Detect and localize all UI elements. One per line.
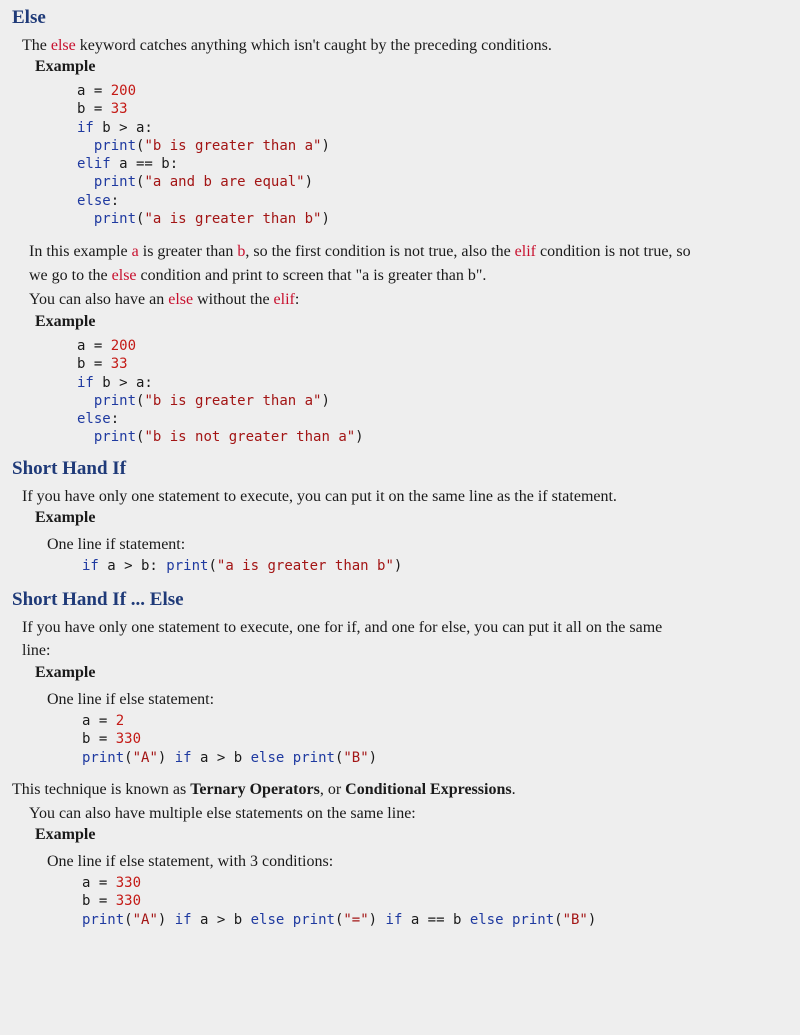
code-token: a > b <box>191 749 251 766</box>
example-label: Example <box>35 313 96 330</box>
example-caption: One line if else statement: <box>47 691 215 708</box>
code-line <box>82 749 377 767</box>
code-line <box>77 137 330 155</box>
code-token <box>504 912 512 928</box>
code-token: "b is greater than a" <box>144 392 322 409</box>
code-token: print <box>93 392 137 409</box>
code-token: else <box>250 911 285 928</box>
keyword-else: else <box>50 37 76 54</box>
code-block-else <box>77 82 330 228</box>
text-run: This technique is known as <box>12 781 191 798</box>
short-hand-if-intro: If you have only one statement to execute, you can put it on the same line as the if statement. <box>22 488 617 505</box>
code-token: "=" <box>343 911 369 928</box>
short-hand-if-else-intro-1: If you have only one statement to execute, one for if, and one for else, you can put it all on the same <box>22 619 663 636</box>
code-token: "B" <box>343 749 369 766</box>
text-run: is greater than <box>138 243 238 260</box>
code-line <box>82 911 596 929</box>
text: The <box>22 37 51 54</box>
inline-keyword: elif <box>514 243 536 260</box>
else-explain-line2 <box>29 264 486 287</box>
code-token: ( <box>136 137 145 154</box>
code-token: : <box>110 411 120 428</box>
code-token: a = <box>77 83 111 99</box>
code-token: print <box>93 174 137 191</box>
text: keyword catches anything which isn't caught by the preceding conditions. <box>75 37 552 54</box>
code-token: ) <box>157 749 175 766</box>
code-line <box>77 392 364 410</box>
inline-keyword: b <box>237 243 246 260</box>
code-token: b = <box>82 731 116 748</box>
code-token: 33 <box>110 356 128 373</box>
code-token: if <box>174 911 192 928</box>
code-block-short-hand-if <box>82 557 402 575</box>
code-token: a = <box>82 875 116 891</box>
code-line <box>77 374 364 392</box>
code-token: if <box>174 749 192 766</box>
code-token: if <box>77 119 94 136</box>
code-token: print <box>93 211 137 228</box>
code-line <box>77 410 364 428</box>
code-token: b > a: <box>93 119 153 136</box>
code-token: else <box>469 911 504 928</box>
code-token: 330 <box>115 731 142 748</box>
heading-else: Else <box>12 7 46 28</box>
text-run: , or <box>319 781 346 798</box>
code-token: else <box>77 192 111 209</box>
code-line <box>82 557 402 575</box>
code-token: print <box>292 749 335 766</box>
code-token: : <box>110 192 120 209</box>
code-token: a == b: <box>110 156 179 173</box>
example-label: Example <box>35 664 96 681</box>
inline-keyword: else <box>111 267 137 284</box>
code-token: 2 <box>115 713 125 729</box>
heading-short-hand-if-else: Short Hand If ... Else <box>12 589 184 610</box>
code-token <box>284 750 292 766</box>
code-token: print <box>93 429 137 446</box>
text-run: : <box>294 291 300 308</box>
code-token: a > b: <box>98 558 167 574</box>
code-line <box>77 82 330 100</box>
inline-keyword: elif <box>273 291 295 308</box>
code-token: "a is greater than b" <box>144 211 322 228</box>
code-token: "b is not greater than a" <box>144 429 356 446</box>
code-token: ( <box>136 429 145 446</box>
code-token: print <box>166 558 209 574</box>
code-token: 200 <box>110 83 137 99</box>
code-token: if <box>77 374 94 391</box>
example-caption: One line if else statement, with 3 conditions: <box>47 853 334 870</box>
text-run: condition is not true, so <box>536 243 691 260</box>
code-line <box>82 892 596 910</box>
code-token: ( <box>334 749 344 766</box>
code-token: 33 <box>110 101 128 118</box>
text-run: In this example <box>29 243 132 260</box>
code-token: else <box>250 749 285 766</box>
code-block-else-2 <box>77 337 364 447</box>
code-token: print <box>511 911 555 928</box>
code-line <box>82 730 377 748</box>
code-token: b > a: <box>93 374 153 391</box>
code-token: ) <box>304 174 314 191</box>
code-token: ) <box>587 911 597 928</box>
example-label: Example <box>35 509 96 526</box>
code-token: "B" <box>562 911 588 928</box>
code-token: ) <box>393 558 403 574</box>
code-token: print <box>82 749 125 766</box>
code-token: b = <box>82 893 116 910</box>
code-line <box>82 874 596 892</box>
code-token: ) <box>355 429 364 446</box>
code-token: a > b <box>191 911 251 928</box>
code-token: ) <box>368 749 378 766</box>
code-line <box>77 155 330 173</box>
code-token: print <box>82 911 125 928</box>
inline-keyword: else <box>168 291 194 308</box>
else-intro <box>22 34 552 57</box>
text-run: Ternary Operators <box>190 781 320 798</box>
code-token: ( <box>334 911 344 928</box>
code-line <box>77 337 364 355</box>
code-token: ( <box>124 749 133 766</box>
inline-keyword: a <box>131 243 139 260</box>
else-explain-line1 <box>29 240 691 263</box>
short-hand-if-else-intro-2: line: <box>22 642 51 659</box>
code-token: a = <box>82 713 116 729</box>
code-token: elif <box>77 156 111 173</box>
heading-short-hand-if: Short Hand If <box>12 458 127 479</box>
code-token: ) <box>321 211 330 228</box>
code-token: "b is greater than a" <box>144 137 322 154</box>
code-token: print <box>93 137 137 154</box>
code-token: ) <box>368 911 386 928</box>
text-run: , so the first condition is not true, also the <box>245 243 515 260</box>
code-line <box>77 173 330 191</box>
code-token: ( <box>208 558 217 574</box>
code-token: "A" <box>132 749 158 766</box>
code-line <box>77 210 330 228</box>
code-token: a == b <box>402 911 470 928</box>
code-token: a = <box>77 338 111 354</box>
code-token: b = <box>77 356 111 373</box>
code-token: "a is greater than b" <box>216 558 394 574</box>
code-token: 200 <box>110 338 137 354</box>
multi-else-paragraph: You can also have multiple else statements on the same line: <box>29 805 416 822</box>
code-token: "a and b are equal" <box>144 174 305 191</box>
text-run: we go to the <box>29 267 112 284</box>
code-token: ) <box>321 392 330 409</box>
code-token: if <box>385 911 403 928</box>
code-line <box>82 712 377 730</box>
code-token: ( <box>136 211 145 228</box>
code-token: b = <box>77 101 111 118</box>
code-token: ( <box>554 911 563 928</box>
text-run: without the <box>193 291 274 308</box>
code-line <box>77 355 364 373</box>
code-token: ) <box>321 137 330 154</box>
else-explain-line3 <box>29 288 299 311</box>
code-token: else <box>77 411 111 428</box>
code-token <box>284 912 292 928</box>
code-block-three-conditions <box>82 874 596 929</box>
text-run: . <box>511 781 516 798</box>
text-run: You can also have an <box>29 291 169 308</box>
code-line <box>77 428 364 446</box>
code-line <box>77 192 330 210</box>
text-run: condition and print to screen that "a is greater than b". <box>136 267 487 284</box>
ternary-paragraph <box>12 778 516 801</box>
code-token: 330 <box>115 875 142 891</box>
example-label: Example <box>35 826 96 843</box>
code-block-short-hand-if-else <box>82 712 377 767</box>
code-token: ) <box>157 911 175 928</box>
example-label: Example <box>35 58 96 75</box>
code-token: if <box>82 558 99 574</box>
code-token: ( <box>136 392 145 409</box>
code-line <box>77 100 330 118</box>
code-token: print <box>292 911 335 928</box>
text-run: Conditional Expressions <box>345 781 512 798</box>
code-token: 330 <box>115 893 142 910</box>
code-token: "A" <box>132 911 158 928</box>
example-caption: One line if statement: <box>47 536 186 553</box>
code-line <box>77 119 330 137</box>
code-token: ( <box>136 174 145 191</box>
code-token: ( <box>124 911 133 928</box>
